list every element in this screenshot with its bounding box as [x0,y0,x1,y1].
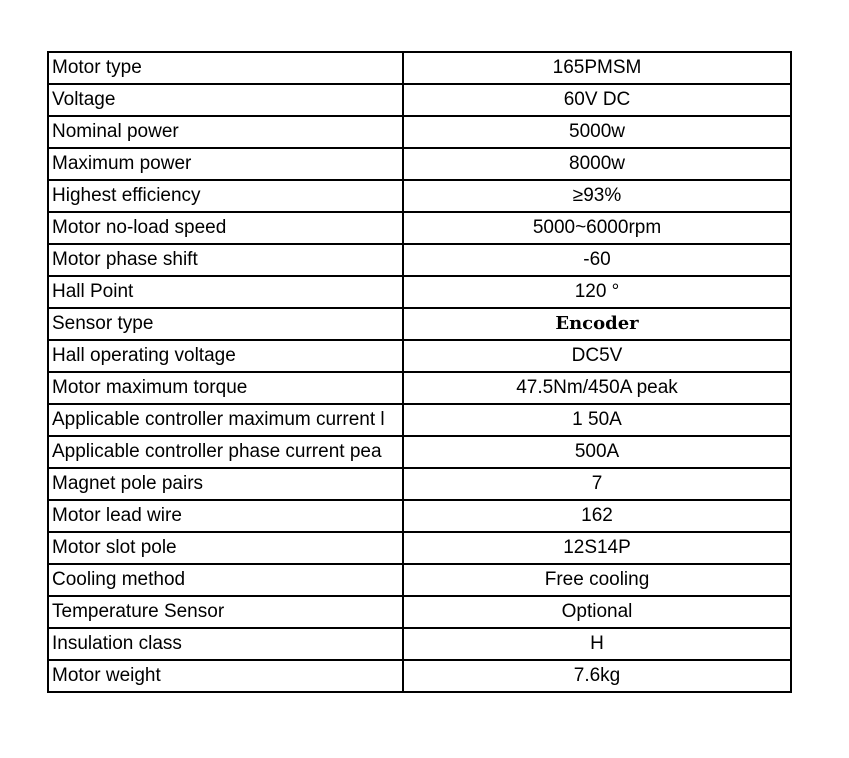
spec-label: Hall operating voltage [48,340,403,372]
spec-label: Applicable controller phase current pea [48,436,403,468]
spec-label: Motor slot pole [48,532,403,564]
spec-value: -60 [403,244,791,276]
table-row [48,340,791,372]
spec-value: DC5V [403,340,791,372]
spec-label: Motor maximum torque [48,372,403,404]
table-row [48,468,791,500]
spec-label: Motor no-load speed [48,212,403,244]
spec-value: Optional [403,596,791,628]
table-row [48,660,791,692]
spec-label: Maximum power [48,148,403,180]
table-row [48,84,791,116]
spec-value: 120 ° [403,276,791,308]
spec-label: Motor weight [48,660,403,692]
table-row [48,180,791,212]
spec-value: 1 50A [403,404,791,436]
spec-label: Sensor type [48,308,403,340]
spec-value: 8000w [403,148,791,180]
spec-label: Magnet pole pairs [48,468,403,500]
spec-value: Encoder [403,308,791,340]
spec-value: 162 [403,500,791,532]
spec-value: 60V DC [403,84,791,116]
table-row [48,500,791,532]
spec-label: Temperature Sensor [48,596,403,628]
spec-table-body [48,52,791,692]
table-row [48,308,791,340]
spec-label: Motor phase shift [48,244,403,276]
spec-value: 5000w [403,116,791,148]
spec-label: Motor type [48,52,403,84]
spec-value: H [403,628,791,660]
table-row [48,212,791,244]
table-row [48,628,791,660]
spec-label: Hall Point [48,276,403,308]
table-row [48,244,791,276]
table-row [48,436,791,468]
table-row [48,116,791,148]
spec-label: Applicable controller maximum current l [48,404,403,436]
table-row [48,276,791,308]
spec-label: Insulation class [48,628,403,660]
spec-label: Cooling method [48,564,403,596]
spec-value: Free cooling [403,564,791,596]
spec-value: ≥93% [403,180,791,212]
table-row [48,148,791,180]
table-row [48,52,791,84]
spec-value: 7.6kg [403,660,791,692]
spec-value: 500A [403,436,791,468]
table-row [48,404,791,436]
table-row [48,372,791,404]
spec-label: Highest efficiency [48,180,403,212]
spec-value: 7 [403,468,791,500]
spec-label: Motor lead wire [48,500,403,532]
table-row [48,532,791,564]
spec-value: 5000~6000rpm [403,212,791,244]
motor-spec-table [47,51,792,693]
table-row [48,564,791,596]
spec-value: 165PMSM [403,52,791,84]
table-row [48,596,791,628]
spec-value: 12S14P [403,532,791,564]
spec-label: Voltage [48,84,403,116]
spec-value: 47.5Nm/450A peak [403,372,791,404]
spec-label: Nominal power [48,116,403,148]
